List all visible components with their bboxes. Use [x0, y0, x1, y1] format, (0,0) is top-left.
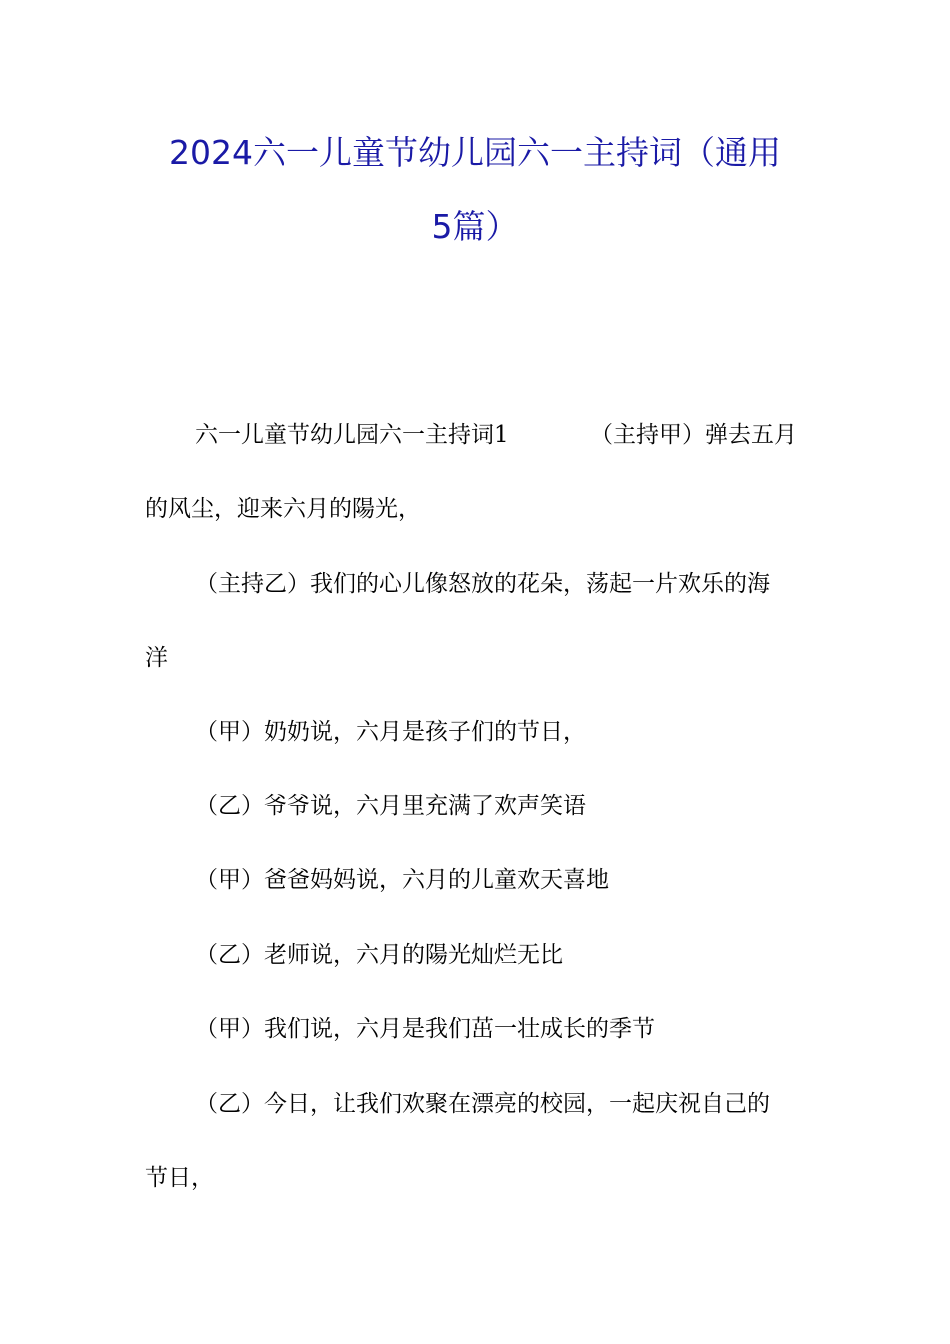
paragraph-5: （甲）爸爸妈妈说，六月的儿童欢天喜地 [195, 867, 609, 893]
paragraph-6: （乙）老师说，六月的陽光灿烂无比 [195, 942, 563, 968]
paragraph-7: （甲）我们说，六月是我们茁一壮成长的季节 [195, 1016, 655, 1042]
paragraph-8-line-1: （乙）今日，让我们欢聚在漂亮的校园，一起庆祝自己的 [195, 1091, 770, 1117]
paragraph-3: （甲）奶奶说，六月是孩子们的节日， [195, 719, 586, 745]
paragraph-1-line-1 [195, 420, 810, 450]
paragraph-8-line-2: 节日， [145, 1165, 214, 1191]
document-title-line-1: 2024六一儿童节幼儿园六一主持词（通用 [169, 133, 781, 172]
paragraph-4: （乙）爷爷说，六月里充满了欢声笑语 [195, 793, 586, 819]
paragraph-2-line-1: （主持乙）我们的心儿像怒放的花朵，荡起一片欢乐的海 [195, 571, 770, 597]
paragraph-2-line-2: 洋 [145, 645, 168, 671]
document-title-line-2: 5篇） [431, 207, 519, 246]
section-heading: 六一儿童节幼儿园六一主持词1 [195, 422, 509, 448]
paragraph-1-line-2: 的风尘，迎来六月的陽光， [145, 496, 421, 522]
paragraph-1-text: （主持甲）弹去五月 [590, 422, 797, 448]
